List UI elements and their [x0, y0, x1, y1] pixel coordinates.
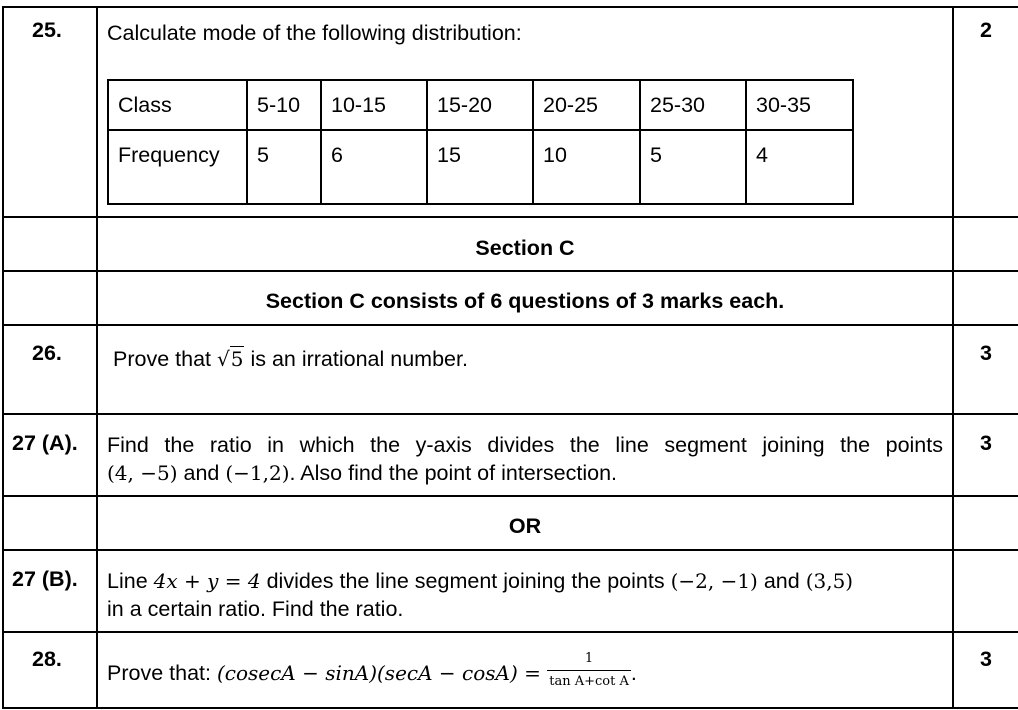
outer-border-top: [2, 6, 1018, 8]
question-number-25: 25.: [32, 18, 62, 42]
question-27a-marks: 3: [980, 431, 992, 455]
frequency-cell: 4: [746, 130, 853, 204]
row-divider-2: [2, 270, 1018, 272]
question-28-text: [107, 651, 637, 694]
frequency-cell: 5: [640, 130, 746, 204]
question-26-prefix: Prove that: [113, 347, 217, 371]
question-27a-line2-rest: . Also find the point of intersection.: [289, 461, 618, 485]
row-divider-7: [2, 631, 1018, 633]
frequency-cell: 6: [321, 130, 427, 204]
question-27b-line1: [107, 568, 853, 594]
row-divider-1: [2, 216, 1018, 218]
point-a: (4, −5): [107, 461, 178, 485]
class-cell: 10-15: [321, 80, 427, 130]
column-divider-number: [96, 6, 98, 709]
fraction-numerator: 1: [547, 651, 631, 671]
row-divider-3: [2, 324, 1018, 326]
point-c: (−2, −1): [670, 569, 758, 593]
fraction: [547, 651, 631, 690]
question-number-28: 28.: [32, 647, 62, 671]
question-27a-line2: [107, 460, 617, 486]
row-divider-6: [2, 549, 1018, 551]
question-26-text: [113, 346, 468, 372]
question-28-prefix: Prove that:: [107, 661, 217, 686]
question-26-suffix: is an irrational number.: [244, 347, 468, 371]
point-d: (3,5): [805, 569, 854, 593]
identity-lhs: (cosecA − sinA)(secA − cosA) =: [216, 661, 548, 686]
question-28-suffix: .: [630, 661, 637, 686]
question-27a-line1: Find the ratio in which the y-axis divides the line segment joining the points: [107, 433, 943, 457]
frequency-header-cell: Frequency: [108, 130, 247, 204]
class-header-cell: Class: [108, 80, 247, 130]
conjunction: and: [757, 569, 806, 593]
frequency-cell: 15: [427, 130, 533, 204]
class-row: [108, 80, 853, 130]
point-b: (−1,2): [225, 461, 290, 485]
class-cell: 5-10: [247, 80, 321, 130]
question-27b-prefix: Line: [107, 569, 154, 593]
class-cell: 15-20: [427, 80, 533, 130]
question-28-marks: 3: [980, 647, 992, 671]
section-title: Section C: [475, 236, 575, 260]
question-number-27a: 27 (A).: [12, 431, 78, 455]
row-divider-5: [2, 495, 1018, 497]
square-root-radicand: 5: [230, 347, 244, 371]
question-26-marks: 3: [980, 341, 992, 365]
row-divider-4: [2, 413, 1018, 415]
class-cell: 30-35: [746, 80, 853, 130]
question-number-27b: 27 (B).: [12, 567, 78, 591]
outer-border-left: [2, 6, 4, 709]
conjunction: and: [177, 461, 226, 485]
or-separator: OR: [508, 514, 542, 538]
square-root-symbol: √5: [216, 347, 244, 371]
question-27b-middle: divides the line segment joining the points: [260, 569, 671, 593]
line-equation: 4x + y = 4: [153, 569, 261, 593]
question-27b-line2: in a certain ratio. Find the ratio.: [107, 597, 404, 621]
frequency-cell: 5: [247, 130, 321, 204]
section-subtitle: Section C consists of 6 questions of 3 marks each.: [265, 289, 785, 313]
fraction-denominator: tan A+cot A: [549, 674, 629, 689]
distribution-table: [107, 79, 854, 205]
frequency-row: [108, 130, 853, 204]
class-cell: 25-30: [640, 80, 746, 130]
outer-border-bottom: [2, 707, 1018, 709]
question-25-text: Calculate mode of the following distribution:: [107, 21, 522, 45]
frequency-cell: 10: [533, 130, 640, 204]
question-number-26: 26.: [32, 341, 62, 365]
question-25-marks: 2: [980, 18, 992, 42]
class-cell: 20-25: [533, 80, 640, 130]
